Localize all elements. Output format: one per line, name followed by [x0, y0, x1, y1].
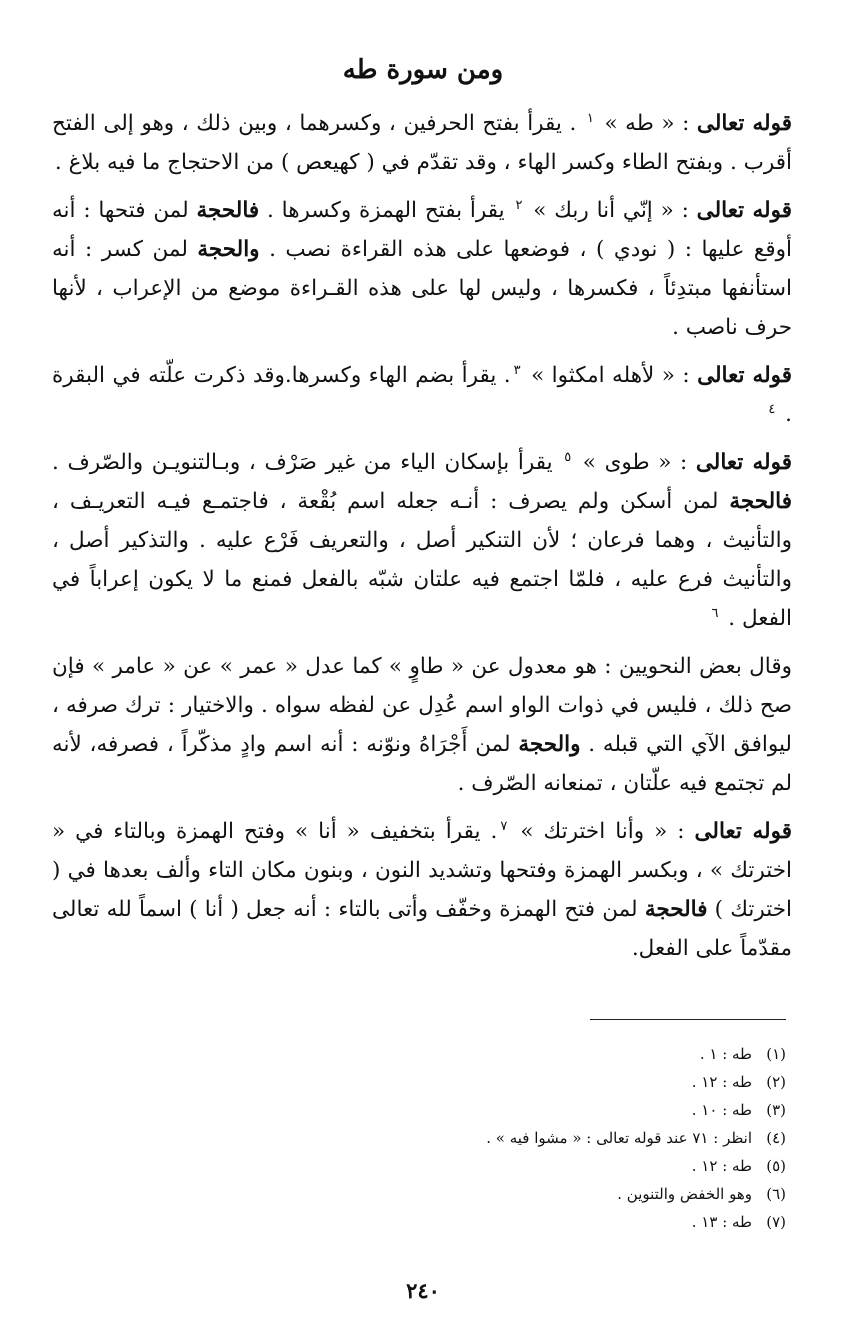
footnote-text: طه : ١٣ . — [691, 1213, 752, 1231]
text-run: يقرأ بفتح الهمزة وكسرها . — [259, 198, 513, 223]
text-run: : « إنّي أنا ربك » — [525, 198, 697, 223]
paragraph — [52, 104, 792, 182]
keyword: قوله تعالى — [694, 819, 792, 844]
keyword: قوله تعالى — [696, 111, 792, 136]
text-run: وقال بعض النحويين : هو معدول عن « طاوٍ » كما عدل « عمر » عن « عامر » فإن صح ذلك ، فليس في ذوات الواو اسم عُدِل عن لفظه سواه . والاختيار : ترك صرفه ، ليوافق الآي التي قبله . — [52, 654, 792, 757]
text-run: . يقرأ بفتح الحرفين ، وكسرهما ، وبين ذلك ، وهو إلى الفتح أقرب . وبفتح الطاء وكسر الهاء ، وقد تقدّم في ( كهيعص ) من الاحتجاج ما فيه بلاغ . — [52, 111, 792, 175]
chapter-title: ومن سورة طه — [342, 55, 504, 85]
text-run: لمن فتح الهمزة وخفّف وأتى بالتاء : أنه جعل ( أنا ) اسماً لله تعالى مقدّماً على الفعل. — [52, 897, 792, 961]
footnote — [366, 1180, 786, 1208]
keyword: قوله تعالى — [697, 363, 793, 388]
main-text — [52, 104, 792, 977]
footnote-marker: ٤ — [768, 401, 776, 417]
footnote-marker: ٥ — [564, 449, 572, 465]
footnote-separator — [590, 1019, 786, 1020]
footnote-marker: ١ — [586, 110, 594, 126]
footnote-number: (١) — [766, 1045, 786, 1063]
keyword: والحجة — [518, 732, 581, 757]
footnote-number: (٣) — [766, 1101, 786, 1119]
keyword: قوله تعالى — [695, 450, 792, 475]
footnote — [366, 1152, 786, 1180]
footnote-number: (٤) — [766, 1129, 786, 1147]
footnote — [366, 1040, 786, 1068]
text-run: : « وأنا اخترتك » — [510, 819, 695, 844]
footnote-marker: ٢ — [515, 197, 523, 213]
footnote — [366, 1068, 786, 1096]
footnote-text: طه : ١٢ . — [691, 1157, 752, 1175]
footnote-marker: ٣ — [513, 362, 521, 378]
keyword: فالحجة — [196, 198, 260, 223]
text-run: يقرأ بإسكان الياء من غير صَرْف ، وبـالتنويـن والصّرف . — [52, 450, 562, 475]
text-run: : « طه » — [596, 111, 697, 136]
footnote-text: طه : ١ . — [699, 1045, 752, 1063]
keyword: فالحجة — [644, 897, 708, 922]
footnote-text: طه : ١٠ . — [691, 1101, 752, 1119]
text-run: لمن كسر : أنه استأنفها مبتدِئاً ، فكسرها ، وليس لها على هذه القـراءة موضع من الإعراب ، لأنها حرف ناصب . — [52, 237, 792, 340]
footnote-number: (٦) — [766, 1185, 786, 1203]
text-run: . يقرأ بضم الهاء وكسرها.وقد ذكرت علّته في البقرة . — [52, 363, 792, 427]
paragraph — [52, 812, 792, 968]
footnote-list — [366, 1040, 786, 1236]
paragraph — [52, 443, 792, 638]
footnote-text: انظر : ٧١ عند قوله تعالى : « مشوا فيه » . — [486, 1129, 752, 1147]
keyword: والحجة — [197, 237, 260, 262]
footnote — [366, 1124, 786, 1152]
text-run: . يقرأ بتخفيف « أنا » وفتح الهمزة وبالتاء في « اخترتك » ، وبكسر الهمزة وفتحها وتشديد النون ، وبنون مكان التاء وألف بعدها في ( اخترتك ) — [52, 819, 792, 922]
text-run: لمن أَجْرَاهُ ونوّنه : أنه اسم وادٍ مذكّراً ، فصرفه، لأنه لم تجتمع فيه علّتان ، تمنعانه الصّرف . — [52, 732, 792, 796]
footnote-number: (٥) — [766, 1157, 786, 1175]
page-number: ٢٤٠ — [406, 1278, 440, 1303]
footnote-number: (٢) — [766, 1073, 786, 1091]
footnote-marker: ٦ — [711, 605, 719, 621]
paragraph — [52, 356, 792, 434]
text-run: لمن أسكن ولم يصرف : أنـه جعله اسم بُقْعة ، فاجتمـع فيـه التعريـف ، والتأنيث ، وهما فرعان ؛ لأن التنكير أصل ، والتعريف فَرْع عليه . والتذكير أصل ، والتأنيث فرع عليه ، فلمّا اجتمع فيه علتان شبّه بالفعل فمنع ما لا يكون إعراباً في الفعل . — [52, 489, 792, 631]
text-run: : « طوى » — [574, 450, 696, 475]
paragraph — [52, 191, 792, 347]
footnote-marker: ٧ — [500, 818, 508, 834]
footnote-text: وهو الخفض والتنوين . — [617, 1185, 752, 1203]
footnote — [366, 1208, 786, 1236]
keyword: فالحجة — [729, 489, 792, 514]
footnote — [366, 1096, 786, 1124]
footnote-text: طه : ١٢ . — [691, 1073, 752, 1091]
footnote-number: (٧) — [766, 1213, 786, 1231]
text-run: لمن فتحها : أنه أوقع عليها : ( نودي ) ، فوضعها على هذه القراءة نصب . — [52, 198, 792, 262]
paragraph — [52, 647, 792, 803]
keyword: قوله تعالى — [696, 198, 792, 223]
text-run: : « لأهله امكثوا » — [523, 363, 698, 388]
